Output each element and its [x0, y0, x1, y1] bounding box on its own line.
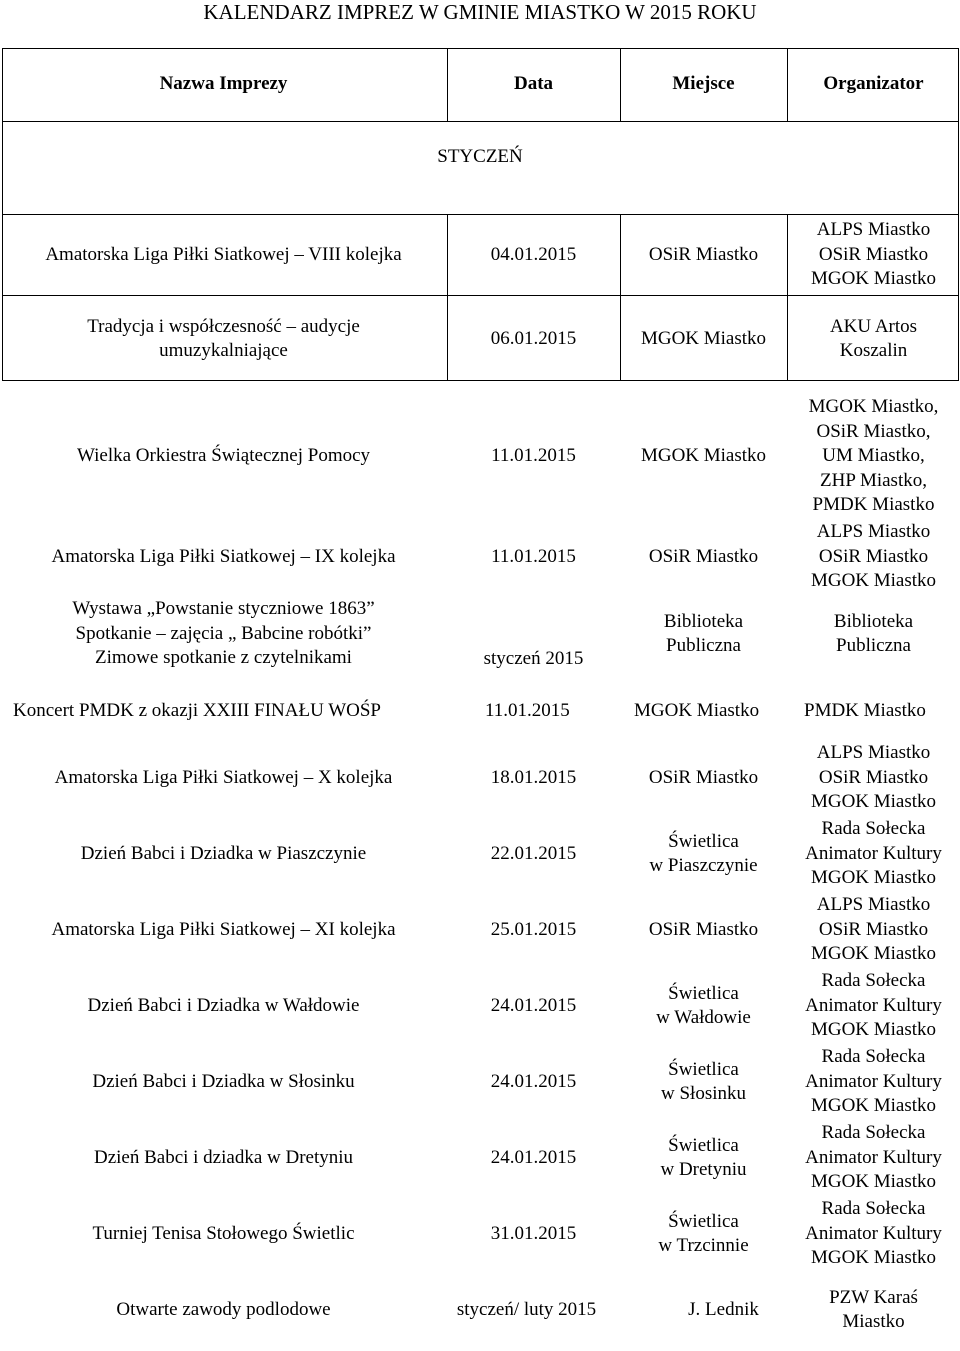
table-row: [0, 1197, 960, 1271]
cell-line: Turniej Tenisa Stołowego Świetlic: [92, 1222, 355, 1244]
cell-organizer: [787, 597, 960, 671]
cell-line: OSiR Miastko: [648, 918, 759, 940]
cell-line: AKU Artos: [829, 315, 918, 337]
cell-line: MGOK Miastko: [810, 867, 937, 889]
cell-line: 31.01.2015: [490, 1222, 577, 1244]
table-row: [0, 1045, 960, 1119]
cell-date: [447, 298, 620, 380]
cell-line: MGOK Miastko: [810, 570, 937, 592]
cell-name: [0, 1045, 447, 1119]
cell-line: Spotkanie – zajęcia „ Babcine robótki”: [75, 622, 372, 644]
cell-organizer: [787, 218, 960, 292]
table-row: [0, 298, 960, 380]
cell-name: [0, 298, 447, 380]
cell-line: Publiczna: [836, 635, 911, 656]
koncert-name: Koncert PMDK z okazji XXIII FINAŁU WOŚP: [13, 700, 381, 721]
cell-line: J. Lednik: [688, 1298, 759, 1320]
cell-line: 11.01.2015: [491, 445, 576, 467]
cell-line: OSiR Miastko,: [816, 420, 931, 442]
cell-name: [0, 893, 447, 967]
table-row: [0, 1121, 960, 1195]
cell-line: Wielka Orkiestra Świątecznej Pomocy: [76, 445, 371, 467]
cell-line: ZHP Miastko,: [820, 469, 927, 491]
cell-line: OSiR Miastko: [648, 766, 759, 788]
cell-organizer: [787, 1273, 960, 1347]
cell-line: Dzień Babci i Dziadka w Słosinku: [92, 1070, 355, 1092]
table-row: [0, 893, 960, 967]
table-row: [0, 741, 960, 815]
cell-place: [620, 218, 787, 292]
cell-name: [0, 218, 447, 292]
cell-line: Amatorska Liga Piłki Siatkowej – VIII kolejka: [45, 243, 402, 265]
cell-date: [447, 893, 620, 967]
cell-line: MGOK Miastko: [810, 943, 937, 965]
cell-line: w Wałdowie: [656, 1007, 751, 1028]
cell-line: ALPS Miastko: [816, 521, 931, 543]
cell-line: Zimowe spotkanie z czytelnikami: [95, 647, 352, 669]
cell-date: [447, 1045, 620, 1119]
header-place: Miejsce: [672, 73, 735, 95]
cell-date: [447, 1121, 620, 1195]
table-row: [0, 396, 960, 517]
cell-line: ALPS Miastko: [816, 219, 931, 241]
table-row: [0, 597, 960, 671]
cell-line: 06.01.2015: [490, 327, 577, 349]
cell-line: 24.01.2015: [490, 994, 577, 1016]
header-name: Nazwa Imprezy: [159, 73, 288, 95]
cell-organizer: [787, 1121, 960, 1195]
header-organizer: Organizator: [823, 73, 924, 95]
cell-line: Rada Sołecka: [821, 818, 926, 840]
cell-line: OSiR Miastko: [648, 243, 759, 265]
cell-line: Wystawa „Powstanie styczniowe 1863”: [72, 598, 375, 620]
cell-place: [620, 298, 787, 380]
cell-organizer: [787, 741, 960, 815]
cell-line: Animator Kultury: [805, 842, 942, 864]
cell-line: OSiR Miastko: [818, 545, 929, 567]
month-heading: STYCZEŃ: [437, 146, 523, 167]
cell-place: [620, 969, 787, 1043]
cell-line: MGOK Miastko,: [808, 396, 939, 418]
cell-line: 24.01.2015: [490, 1146, 577, 1168]
cell-date: [447, 969, 620, 1043]
cell-place: [620, 741, 787, 815]
cell-place: [620, 597, 787, 671]
table-row: [0, 519, 960, 595]
cell-organizer: [787, 519, 960, 595]
table-row: [0, 218, 960, 292]
cell-line: Świetlica: [668, 830, 739, 852]
cell-line: Świetlica: [668, 1210, 739, 1232]
cell-line: ALPS Miastko: [816, 742, 931, 764]
cell-line: umuzykalniające: [159, 340, 288, 361]
header-divider: [2, 121, 959, 122]
cell-organizer: [787, 893, 960, 967]
cell-line: MGOK Miastko: [640, 327, 767, 349]
cell-line: Koszalin: [839, 340, 908, 361]
cell-place: [620, 1121, 787, 1195]
cell-place: [620, 1045, 787, 1119]
cell-line: Publiczna: [666, 635, 741, 656]
cell-line: OSiR Miastko: [818, 918, 929, 940]
cell-line: 18.01.2015: [490, 766, 577, 788]
cell-line: MGOK Miastko: [810, 1247, 937, 1269]
koncert-date: 11.01.2015: [485, 700, 570, 721]
cell-date: [447, 519, 620, 595]
cell-line: Tradycja i współczesność – audycje: [87, 315, 360, 337]
cell-date: [447, 396, 620, 517]
cell-organizer: [787, 298, 960, 380]
cell-line: Świetlica: [668, 1134, 739, 1156]
cell-name: [0, 1273, 447, 1347]
table-row: [0, 969, 960, 1043]
cell-line: Świetlica: [668, 982, 739, 1004]
cell-name: [0, 1197, 447, 1271]
cell-line: Dzień Babci i dziadka w Dretyniu: [93, 1146, 354, 1168]
cell-line: styczeń 2015: [483, 647, 584, 669]
month-divider: [2, 214, 959, 215]
cell-line: Dzień Babci i Dziadka w Wałdowie: [87, 994, 360, 1016]
table-header: [0, 48, 960, 121]
cell-organizer: [787, 817, 960, 891]
cell-line: Dzień Babci i Dziadka w Piaszczynie: [80, 842, 367, 864]
cell-line: Miastko: [842, 1311, 905, 1332]
koncert-organizer: PMDK Miastko: [804, 700, 926, 721]
cell-date: [447, 817, 620, 891]
header-date: Data: [513, 73, 554, 95]
cell-place: [620, 396, 787, 517]
cell-line: w Trzcinnie: [658, 1235, 749, 1256]
cell-line: Rada Sołecka: [821, 1198, 926, 1220]
cell-line: MGOK Miastko: [810, 1095, 937, 1117]
cell-name: [0, 597, 447, 671]
cell-place: [640, 1273, 807, 1347]
cell-organizer: [787, 396, 960, 517]
cell-line: 25.01.2015: [490, 918, 577, 940]
page-title: KALENDARZ IMPREZ W GMINIE MIASTKO W 2015 ROKU: [203, 0, 757, 24]
cell-place: [620, 1197, 787, 1271]
row-divider: [2, 295, 959, 296]
cell-line: Biblioteka: [833, 610, 914, 632]
cell-organizer: [787, 1197, 960, 1271]
cell-line: 11.01.2015: [491, 545, 576, 567]
cell-line: Amatorska Liga Piłki Siatkowej – XI kolejka: [51, 918, 396, 940]
cell-line: Amatorska Liga Piłki Siatkowej – IX kolejka: [51, 545, 396, 567]
cell-line: Rada Sołecka: [821, 1122, 926, 1144]
cell-line: MGOK Miastko: [810, 791, 937, 813]
cell-line: 04.01.2015: [490, 243, 577, 265]
cell-line: Animator Kultury: [805, 1070, 942, 1092]
cell-line: MGOK Miastko: [810, 1171, 937, 1193]
cell-name: [0, 969, 447, 1043]
cell-date: [447, 741, 620, 815]
cell-organizer: [787, 969, 960, 1043]
cell-line: OSiR Miastko: [648, 545, 759, 567]
cell-name: [0, 519, 447, 595]
cell-date: [447, 1197, 620, 1271]
cell-line: Otwarte zawody podlodowe: [116, 1298, 331, 1320]
cell-line: Rada Sołecka: [821, 1046, 926, 1068]
cell-line: Animator Kultury: [805, 1146, 942, 1168]
cell-line: MGOK Miastko: [810, 268, 937, 290]
cell-organizer: [787, 1045, 960, 1119]
cell-date: [440, 1273, 613, 1347]
cell-line: Biblioteka: [663, 610, 744, 632]
table-row: [0, 1273, 960, 1347]
cell-line: w Dretyniu: [660, 1159, 747, 1180]
cell-line: styczeń/ luty 2015: [456, 1298, 597, 1320]
cell-place: [620, 817, 787, 891]
cell-line: UM Miastko,: [822, 445, 925, 467]
cell-line: OSiR Miastko: [818, 766, 929, 788]
cell-line: w Słosinku: [661, 1083, 746, 1104]
cell-line: PMDK Miastko: [812, 494, 935, 516]
cell-line: Animator Kultury: [805, 1222, 942, 1244]
cell-place: [620, 519, 787, 595]
cell-line: MGOK Miastko: [640, 445, 767, 467]
cell-name: [0, 741, 447, 815]
cell-line: OSiR Miastko: [818, 243, 929, 265]
cell-name: [0, 396, 447, 517]
cell-line: MGOK Miastko: [810, 1019, 937, 1041]
cell-name: [0, 817, 447, 891]
table-row: [0, 817, 960, 891]
cell-line: ALPS Miastko: [816, 894, 931, 916]
cell-place: [620, 893, 787, 967]
cell-line: Animator Kultury: [805, 994, 942, 1016]
cell-line: Amatorska Liga Piłki Siatkowej – X kolejka: [54, 766, 393, 788]
cell-name: [0, 1121, 447, 1195]
cell-date: [447, 218, 620, 292]
koncert-place: MGOK Miastko: [634, 700, 760, 721]
cell-line: Świetlica: [668, 1058, 739, 1080]
cell-line: w Piaszczynie: [649, 855, 758, 876]
cell-line: 22.01.2015: [490, 842, 577, 864]
cell-line: PZW Karaś: [829, 1286, 918, 1308]
cell-line: Rada Sołecka: [821, 970, 926, 992]
cell-date: [447, 597, 620, 671]
cell-line: 24.01.2015: [490, 1070, 577, 1092]
